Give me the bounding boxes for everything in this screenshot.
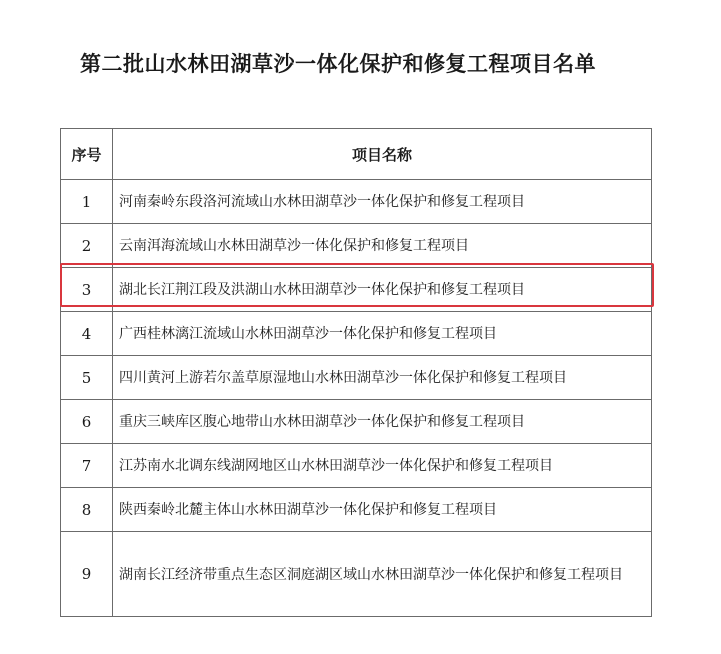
row-number: 7 <box>61 444 113 488</box>
row-name: 广西桂林漓江流域山水林田湖草沙一体化保护和修复工程项目 <box>113 312 652 356</box>
row-name: 重庆三峡库区腹心地带山水林田湖草沙一体化保护和修复工程项目 <box>113 400 652 444</box>
row-number: 6 <box>61 400 113 444</box>
header-name: 项目名称 <box>113 129 652 180</box>
table-row <box>61 180 652 224</box>
table-row <box>61 444 652 488</box>
table-row-highlighted <box>61 268 652 312</box>
table-row <box>61 224 652 268</box>
table-row <box>61 400 652 444</box>
row-number: 8 <box>61 488 113 532</box>
row-number: 3 <box>61 268 113 312</box>
row-name: 河南秦岭东段洛河流域山水林田湖草沙一体化保护和修复工程项目 <box>113 180 652 224</box>
header-number: 序号 <box>61 129 113 180</box>
row-name: 陕西秦岭北麓主体山水林田湖草沙一体化保护和修复工程项目 <box>113 488 652 532</box>
row-name: 四川黄河上游若尔盖草原湿地山水林田湖草沙一体化保护和修复工程项目 <box>113 356 652 400</box>
table-row <box>61 356 652 400</box>
row-name: 湖北长江荆江段及洪湖山水林田湖草沙一体化保护和修复工程项目 <box>113 268 652 312</box>
row-number: 5 <box>61 356 113 400</box>
row-number: 2 <box>61 224 113 268</box>
table-row <box>61 312 652 356</box>
project-table <box>60 128 652 617</box>
row-name: 云南洱海流域山水林田湖草沙一体化保护和修复工程项目 <box>113 224 652 268</box>
table-header-row <box>61 129 652 180</box>
table-row <box>61 488 652 532</box>
row-number: 9 <box>61 532 113 617</box>
row-name: 湖南长江经济带重点生态区洞庭湖区域山水林田湖草沙一体化保护和修复工程项目 <box>113 532 652 617</box>
row-number: 4 <box>61 312 113 356</box>
page-title: 第二批山水林田湖草沙一体化保护和修复工程项目名单 <box>80 52 596 76</box>
row-name: 江苏南水北调东线湖网地区山水林田湖草沙一体化保护和修复工程项目 <box>113 444 652 488</box>
table-row <box>61 532 652 617</box>
row-number: 1 <box>61 180 113 224</box>
